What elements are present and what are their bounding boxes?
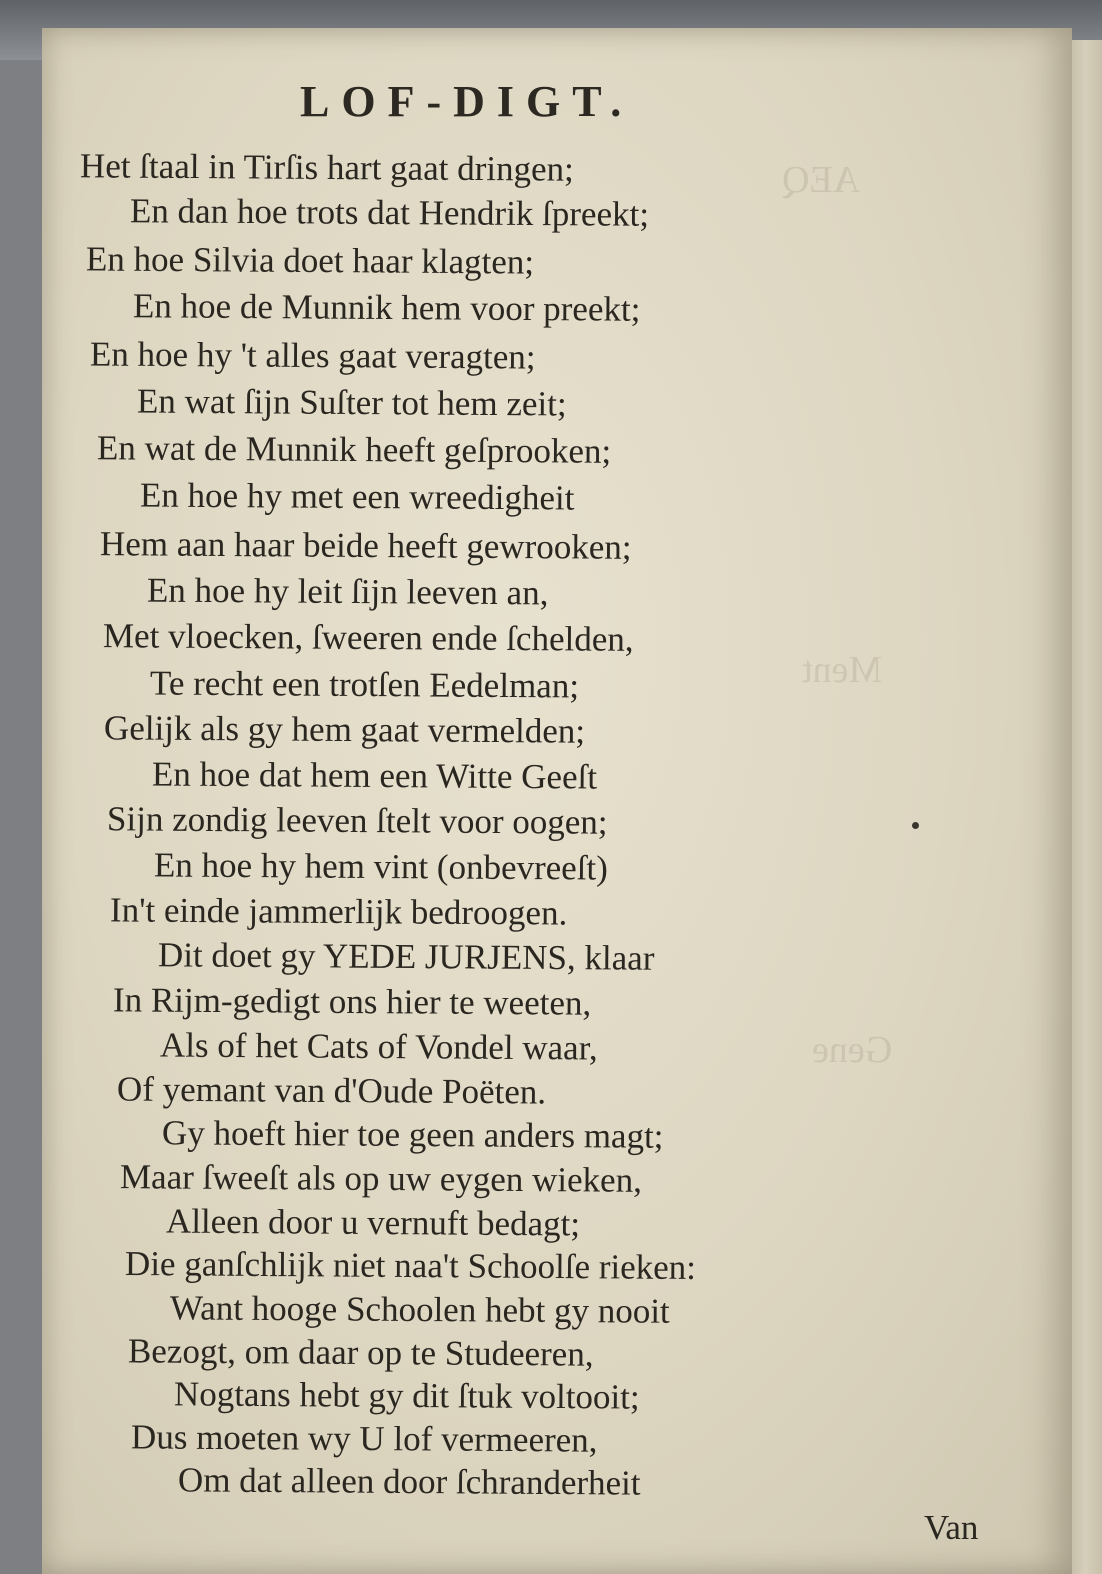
poem-line: En hoe hy met een wreedigheit bbox=[139, 475, 575, 518]
poem-line: Want hooge Schoolen hebt gy nooit bbox=[169, 1288, 670, 1331]
poem-line: En hoe dat hem een Witte Geeſt bbox=[151, 754, 598, 797]
show-through-text: Gene bbox=[812, 1029, 893, 1071]
poem-line: Het ſtaal in Tirſis hart gaat dringen; bbox=[79, 146, 574, 189]
page-heading: LOF-DIGT. bbox=[300, 77, 634, 126]
show-through-text: Ment bbox=[802, 649, 883, 691]
poem-line: En hoe de Munnik hem voor preekt; bbox=[132, 286, 641, 329]
poem-line: Alleen door u vernuft bedagt; bbox=[165, 1201, 581, 1244]
show-through-text: AEQ bbox=[782, 159, 861, 201]
poem-line: Maar ſweeſt als op uw eygen wieken, bbox=[119, 1157, 643, 1200]
poem-line: Nogtans hebt gy dit ſtuk voltooit; bbox=[173, 1374, 640, 1417]
poem-line: Met vloecken, ſweeren ende ſchelden, bbox=[102, 616, 634, 659]
poem-line: Dus moeten wy U lof vermeeren, bbox=[130, 1417, 598, 1460]
poem-line: En wat de Munnik heeft geſprooken; bbox=[96, 428, 612, 471]
poem-line: En wat ſijn Suſter tot hem zeit; bbox=[136, 381, 567, 424]
poem-line: In't einde jammerlijk bedroogen. bbox=[109, 890, 568, 933]
poem-line: In Rijm-gedigt ons hier te weeten, bbox=[112, 980, 592, 1023]
poem-line: Te recht een trotſen Eedelman; bbox=[149, 663, 580, 706]
ink-dot bbox=[912, 822, 919, 829]
poem-line: Gelijk als gy hem gaat vermelden; bbox=[103, 708, 586, 751]
poem-line: En hoe Silvia doet haar klagten; bbox=[85, 239, 535, 282]
poem-line: Sijn zondig leeven ſtelt voor oogen; bbox=[106, 799, 608, 842]
poem-line: Gy hoeft hier toe geen anders magt; bbox=[161, 1113, 664, 1156]
poem-line: Om dat alleen door ſchranderheit bbox=[177, 1460, 641, 1503]
poem-line: Of yemant van d'Oude Poëten. bbox=[116, 1069, 547, 1112]
poem-line: En hoe hy hem vint (onbevreeſt) bbox=[153, 845, 609, 888]
poem-line: En hoe hy 't alles gaat veragten; bbox=[89, 334, 536, 377]
catchword: Van bbox=[924, 1508, 979, 1547]
poem-line: Dit doet gy YEDE JURJENS, klaar bbox=[157, 935, 655, 978]
poem-line: Bezogt, om daar op te Studeeren, bbox=[127, 1331, 594, 1374]
poem-line: Hem aan haar beide heeft gewrooken; bbox=[99, 524, 632, 567]
poem-line: Die ganſchlijk niet naa't Schoolſe rieken: bbox=[124, 1244, 697, 1287]
poem-line: Als of het Cats of Vondel waar, bbox=[159, 1025, 598, 1068]
poem-line: En dan hoe trots dat Hendrik ſpreekt; bbox=[129, 191, 650, 234]
poem-line: En hoe hy leit ſijn leeven an, bbox=[146, 570, 549, 613]
